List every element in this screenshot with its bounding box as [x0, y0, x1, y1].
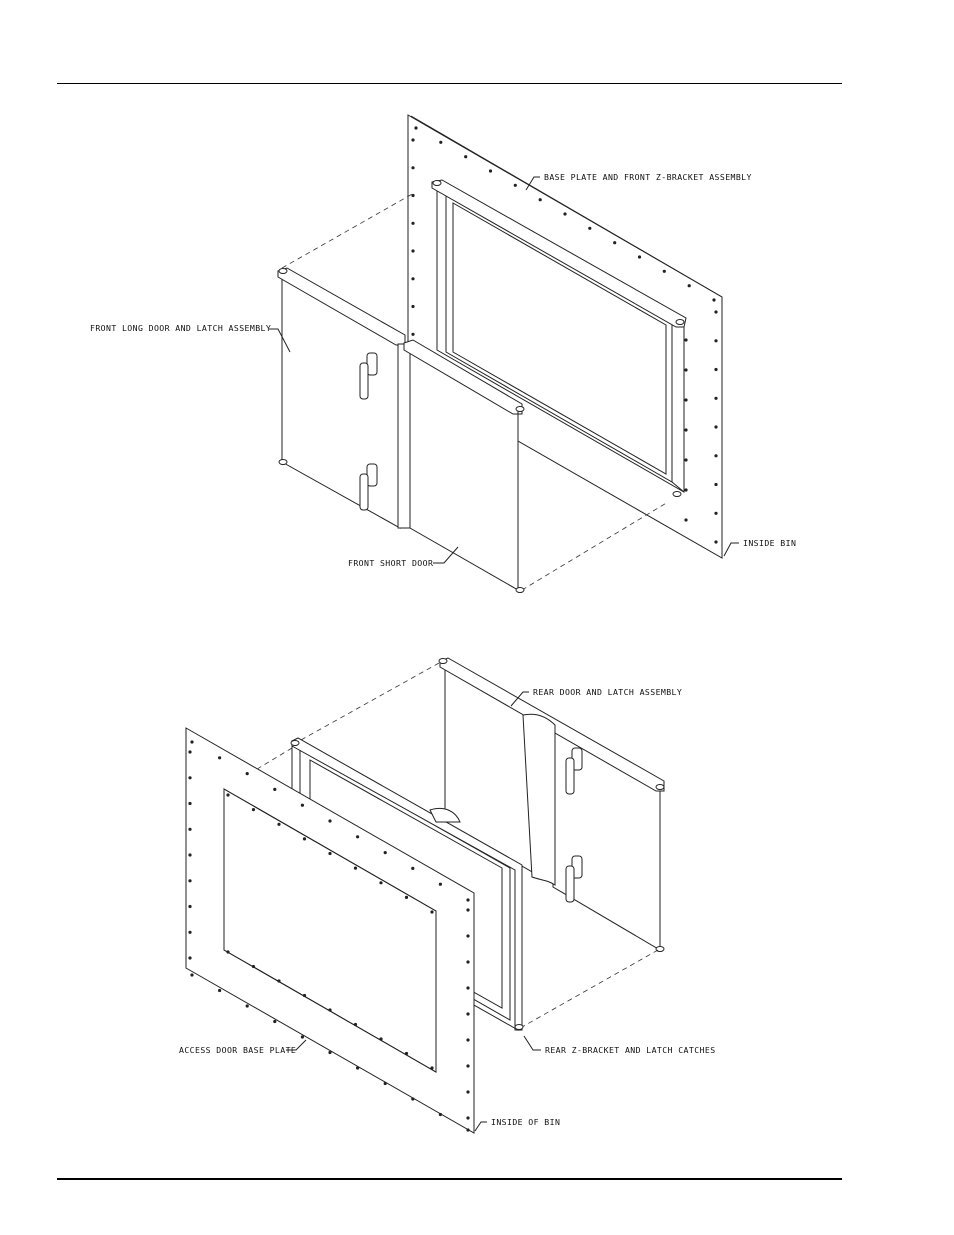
bolt-hole	[384, 1082, 387, 1085]
bolt-hole	[466, 986, 469, 989]
bolt-hole	[356, 835, 359, 838]
explode-line	[522, 950, 658, 1027]
bolt-hole	[356, 1066, 359, 1069]
label-inside-of-bin: INSIDE OF BIN	[491, 1117, 561, 1127]
bolt-hole	[466, 1064, 469, 1067]
bolt-hole	[466, 898, 469, 901]
bolt-hole	[226, 793, 229, 796]
bolt-hole	[684, 398, 687, 401]
bolt-hole	[405, 896, 408, 899]
bolt-hole	[328, 819, 331, 822]
bolt-hole	[277, 979, 280, 982]
bolt-hole	[514, 184, 517, 187]
explode-line	[292, 663, 439, 745]
bolt-hole	[466, 1090, 469, 1093]
bolt-hole	[354, 1023, 357, 1026]
bolt-hole	[246, 772, 249, 775]
bolt-hole	[489, 169, 492, 172]
bolt-hole	[714, 512, 717, 515]
bolt-hole	[466, 934, 469, 937]
leader-inside-bin	[724, 543, 739, 556]
leader-rear-z-bracket	[524, 1036, 541, 1050]
bolt-hole	[411, 1097, 414, 1100]
bolt-hole	[188, 931, 191, 934]
bolt-hole	[354, 867, 357, 870]
bolt-hole	[218, 756, 221, 759]
label-base-plate: BASE PLATE AND FRONT Z-BRACKET ASSEMBLY	[544, 172, 752, 182]
bolt-hole	[439, 883, 442, 886]
bolt-hole	[190, 740, 193, 743]
bolt-hole	[414, 126, 417, 129]
bolt-hole	[252, 808, 255, 811]
bolt-hole	[714, 368, 717, 371]
bolt-hole	[684, 428, 687, 431]
bolt-hole	[588, 227, 591, 230]
bolt-hole	[188, 776, 191, 779]
bolt-hole	[277, 823, 280, 826]
bolt-hole	[430, 1066, 433, 1069]
explode-line	[282, 193, 414, 268]
bolt-hole	[411, 249, 414, 252]
bolt-hole	[663, 270, 666, 273]
bolt-hole	[303, 994, 306, 997]
bolt-hole	[714, 454, 717, 457]
bolt-hole	[638, 255, 641, 258]
bolt-hole	[464, 155, 467, 158]
bolt-hole	[411, 867, 414, 870]
bolt-hole	[684, 338, 687, 341]
bolt-hole	[188, 802, 191, 805]
bottom-assembly	[179, 658, 716, 1133]
bolt-hole	[411, 166, 414, 169]
bolt-hole	[684, 458, 687, 461]
bolt-hole	[405, 1052, 408, 1055]
label-rear-door: REAR DOOR AND LATCH ASSEMBLY	[533, 687, 683, 697]
bolt-hole	[712, 298, 715, 301]
label-rear-z-bracket: REAR Z-BRACKET AND LATCH CATCHES	[545, 1045, 716, 1055]
bolt-hole	[188, 879, 191, 882]
bolt-hole	[539, 198, 542, 201]
bolt-hole	[466, 1128, 469, 1131]
bolt-hole	[684, 368, 687, 371]
bolt-hole	[188, 828, 191, 831]
label-inside-bin: INSIDE BIN	[743, 538, 797, 548]
bolt-hole	[246, 1004, 249, 1007]
bolt-hole	[379, 881, 382, 884]
bolt-hole	[190, 973, 193, 976]
bolt-hole	[328, 1051, 331, 1054]
top-assembly	[90, 115, 796, 593]
bolt-hole	[714, 425, 717, 428]
bolt-hole	[188, 750, 191, 753]
bolt-hole	[411, 305, 414, 308]
bolt-hole	[188, 853, 191, 856]
bolt-hole	[439, 1113, 442, 1116]
bolt-hole	[714, 483, 717, 486]
bolt-hole	[188, 956, 191, 959]
bolt-hole	[684, 488, 687, 491]
bolt-hole	[226, 950, 229, 953]
bolt-hole	[466, 1116, 469, 1119]
bolt-hole	[714, 339, 717, 342]
bolt-hole	[252, 965, 255, 968]
bolt-hole	[466, 908, 469, 911]
bolt-hole	[218, 989, 221, 992]
bolt-hole	[411, 194, 414, 197]
label-front-long-door: FRONT LONG DOOR AND LATCH ASSEMBLY	[90, 323, 272, 333]
bolt-hole	[430, 910, 433, 913]
bolt-hole	[379, 1037, 382, 1040]
bolt-hole	[688, 284, 691, 287]
bolt-hole	[466, 1038, 469, 1041]
bolt-hole	[384, 851, 387, 854]
bolt-hole	[613, 241, 616, 244]
leader-inside-of-bin	[475, 1122, 487, 1131]
explode-line	[522, 502, 668, 590]
bolt-hole	[411, 138, 414, 141]
bolt-hole	[411, 333, 414, 336]
bolt-hole	[714, 397, 717, 400]
bolt-hole	[301, 804, 304, 807]
bolt-hole	[303, 837, 306, 840]
bolt-hole	[411, 277, 414, 280]
bolt-hole	[563, 212, 566, 215]
bolt-hole	[188, 905, 191, 908]
bolt-hole	[328, 1008, 331, 1011]
bolt-hole	[714, 540, 717, 543]
bolt-hole	[466, 960, 469, 963]
label-access-door-base-plate: ACCESS DOOR BASE PLATE	[179, 1045, 297, 1055]
bolt-hole	[684, 518, 687, 521]
bolt-hole	[439, 141, 442, 144]
bolt-hole	[273, 1020, 276, 1023]
bolt-hole	[301, 1035, 304, 1038]
bolt-hole	[466, 1012, 469, 1015]
bolt-hole	[714, 310, 717, 313]
front-long-door	[278, 268, 405, 528]
bolt-hole	[328, 852, 331, 855]
bolt-hole	[411, 222, 414, 225]
bolt-hole	[273, 788, 276, 791]
label-front-short-door: FRONT SHORT DOOR	[348, 558, 434, 568]
